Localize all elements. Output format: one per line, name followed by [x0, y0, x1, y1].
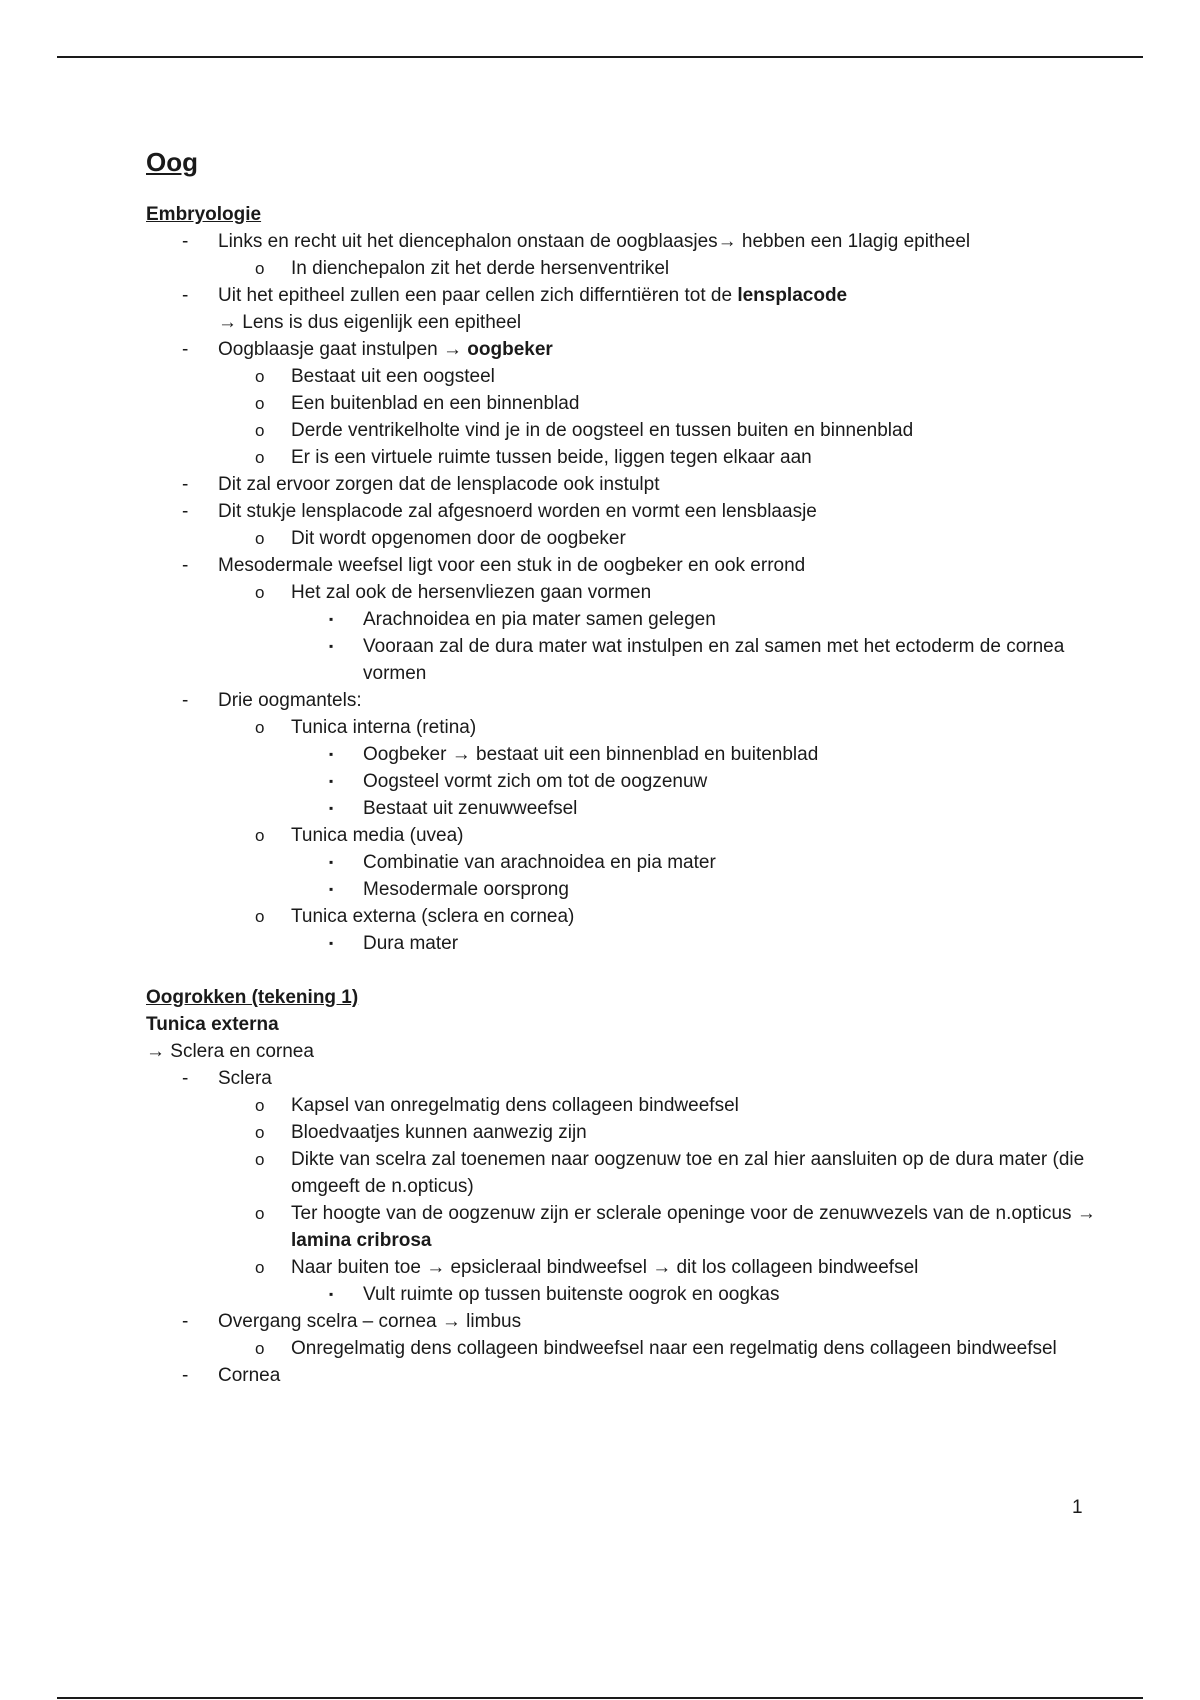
list-item-text: Onregelmatig dens collageen bindweefsel naar een regelmatig dens collageen bindweefsel	[291, 1338, 1057, 1359]
circle-bullet: o	[255, 826, 265, 845]
circle-bullet: o	[255, 1204, 265, 1223]
circle-bullet: o	[255, 529, 265, 548]
list-item	[146, 903, 1106, 957]
list-item-text: Vooraan zal de dura mater wat instulpen en zal samen met het ectoderm de cornea vormen	[363, 636, 1065, 684]
list-item-text: Cornea	[218, 1365, 281, 1386]
circle-bullet: o	[255, 1096, 265, 1115]
list-item	[146, 741, 1106, 768]
dash-bullet: -	[182, 690, 189, 711]
page-title: Oog	[146, 147, 198, 177]
circle-bullet: o	[255, 1339, 265, 1358]
list-item	[146, 336, 1106, 471]
list-item	[146, 1362, 1106, 1389]
list-item	[146, 498, 1106, 552]
list-item-text: Bloedvaatjes kunnen aanwezig zijn	[291, 1122, 587, 1143]
list-item-text: Het zal ook de hersenvliezen gaan vormen	[291, 582, 652, 603]
intro-line: → Sclera en cornea	[146, 1041, 314, 1062]
list-item-text: Tunica interna (retina)	[291, 717, 477, 738]
list-item	[146, 1065, 1106, 1308]
list-item	[146, 1092, 1106, 1119]
square-bullet: ▪	[329, 882, 334, 896]
list-item-text: Dikte van scelra zal toenemen naar oogzenuw toe en zal hier aansluiten op de dura mater (die omgeeft de n.opticus)	[291, 1149, 1085, 1197]
list-item-text: Derde ventrikelholte vind je in de oogsteel en tussen buiten en binnenblad	[291, 420, 914, 441]
bold-term: lamina cribrosa	[291, 1230, 432, 1251]
list-item-text: Dit stukje lensplacode zal afgesnoerd worden en vormt een lensblaasje	[218, 501, 817, 522]
list-item	[146, 1254, 1106, 1308]
circle-bullet: o	[255, 367, 265, 386]
list-item-text: Oogbeker → bestaat uit een binnenblad en buitenblad	[363, 744, 819, 765]
list-item-text: Combinatie van arachnoidea en pia mater	[363, 852, 716, 873]
bold-term: oogbeker	[467, 339, 553, 360]
list-item-text: Links en recht uit het diencephalon onstaan de oogblaasjes→ hebben een 1lagig epitheel	[218, 231, 971, 252]
square-bullet: ▪	[329, 612, 334, 626]
list-item	[146, 282, 1106, 336]
header-rule	[57, 56, 1143, 58]
list-item	[146, 1335, 1106, 1362]
list-item-text: Oogblaasje gaat instulpen →	[218, 339, 468, 360]
list-item	[146, 795, 1106, 822]
list-item-continuation: → Lens is dus eigenlijk een epitheel	[218, 312, 522, 333]
list-item-text: Er is een virtuele ruimte tussen beide, liggen tegen elkaar aan	[291, 447, 812, 468]
list-item	[146, 930, 1106, 957]
list-item	[146, 525, 1106, 552]
list-item-text: Oogsteel vormt zich om tot de oogzenuw	[363, 771, 708, 792]
rokken-list	[146, 1065, 1106, 1389]
list-item	[146, 579, 1106, 687]
list-item-text: Dit wordt opgenomen door de oogbeker	[291, 528, 626, 549]
list-item-text: Ter hoogte van de oogzenuw zijn er sclerale openinge voor de zenuwvezels van de n.opticus →	[291, 1203, 1096, 1224]
list-item	[146, 552, 1106, 687]
dash-bullet: -	[182, 231, 189, 252]
list-item	[146, 255, 1106, 282]
list-item-text: Een buitenblad en een binnenblad	[291, 393, 580, 414]
circle-bullet: o	[255, 448, 265, 467]
square-bullet: ▪	[329, 639, 334, 653]
circle-bullet: o	[255, 259, 265, 278]
list-item-text: Tunica externa (sclera en cornea)	[291, 906, 575, 927]
list-item-text: Vult ruimte op tussen buitenste oogrok en oogkas	[363, 1284, 780, 1305]
list-item	[146, 444, 1106, 471]
list-item	[146, 633, 1106, 687]
square-bullet: ▪	[329, 801, 334, 815]
list-item	[146, 876, 1106, 903]
list-item	[146, 1281, 1106, 1308]
page-number: 1	[1072, 1497, 1083, 1518]
list-item-text: Naar buiten toe → epsicleraal bindweefsel → dit los collageen bindweefsel	[291, 1257, 919, 1278]
list-item-text: Drie oogmantels:	[218, 690, 362, 711]
square-bullet: ▪	[329, 936, 334, 950]
square-bullet: ▪	[329, 747, 334, 761]
circle-bullet: o	[255, 394, 265, 413]
list-item-text: Arachnoidea en pia mater samen gelegen	[363, 609, 716, 630]
dash-bullet: -	[182, 555, 189, 576]
list-item-text: Overgang scelra – cornea → limbus	[218, 1311, 522, 1332]
list-item	[146, 390, 1106, 417]
list-item	[146, 714, 1106, 822]
subheading-tunica-externa: Tunica externa	[146, 1014, 279, 1035]
list-item-text: Bestaat uit zenuwweefsel	[363, 798, 578, 819]
list-item-text: Mesodermale weefsel ligt voor een stuk in de oogbeker en ook errond	[218, 555, 806, 576]
circle-bullet: o	[255, 718, 265, 737]
footer-rule	[57, 1697, 1143, 1699]
circle-bullet: o	[255, 421, 265, 440]
list-item	[146, 228, 1106, 282]
list-item-text: Bestaat uit een oogsteel	[291, 366, 495, 387]
square-bullet: ▪	[329, 855, 334, 869]
list-item-text: Mesodermale oorsprong	[363, 879, 569, 900]
dash-bullet: -	[182, 1068, 189, 1089]
list-item	[146, 1308, 1106, 1362]
circle-bullet: o	[255, 1258, 265, 1277]
circle-bullet: o	[255, 583, 265, 602]
document-body	[146, 145, 1106, 1389]
list-item	[146, 768, 1106, 795]
list-item	[146, 849, 1106, 876]
section-gap	[146, 957, 1106, 984]
circle-bullet: o	[255, 1123, 265, 1142]
list-item	[146, 1146, 1106, 1200]
circle-bullet: o	[255, 1150, 265, 1169]
list-item	[146, 1119, 1106, 1146]
list-item	[146, 363, 1106, 390]
dash-bullet: -	[182, 1365, 189, 1386]
square-bullet: ▪	[329, 774, 334, 788]
list-item-text: In dienchepalon zit het derde hersenventrikel	[291, 258, 670, 279]
list-item	[146, 1200, 1106, 1254]
embryo-list	[146, 228, 1106, 957]
dash-bullet: -	[182, 1311, 189, 1332]
list-item-text: Uit het epitheel zullen een paar cellen zich differntiëren tot de	[218, 285, 738, 306]
dash-bullet: -	[182, 285, 189, 306]
dash-bullet: -	[182, 474, 189, 495]
list-item-text: Kapsel van onregelmatig dens collageen bindweefsel	[291, 1095, 739, 1116]
list-item	[146, 417, 1106, 444]
list-item	[146, 822, 1106, 903]
dash-bullet: -	[182, 501, 189, 522]
list-item	[146, 471, 1106, 498]
list-item	[146, 606, 1106, 633]
list-item-text: Dura mater	[363, 933, 459, 954]
section-heading-embryologie: Embryologie	[146, 204, 262, 225]
circle-bullet: o	[255, 907, 265, 926]
list-item-text: Dit zal ervoor zorgen dat de lensplacode ook instulpt	[218, 474, 660, 495]
square-bullet: ▪	[329, 1287, 334, 1301]
bold-term: lensplacode	[737, 285, 848, 306]
dash-bullet: -	[182, 339, 189, 360]
section-heading-oogrokken: Oogrokken (tekening 1)	[146, 987, 359, 1008]
list-item-text: Tunica media (uvea)	[291, 825, 464, 846]
list-item-text: Sclera	[218, 1068, 272, 1089]
list-item	[146, 687, 1106, 957]
